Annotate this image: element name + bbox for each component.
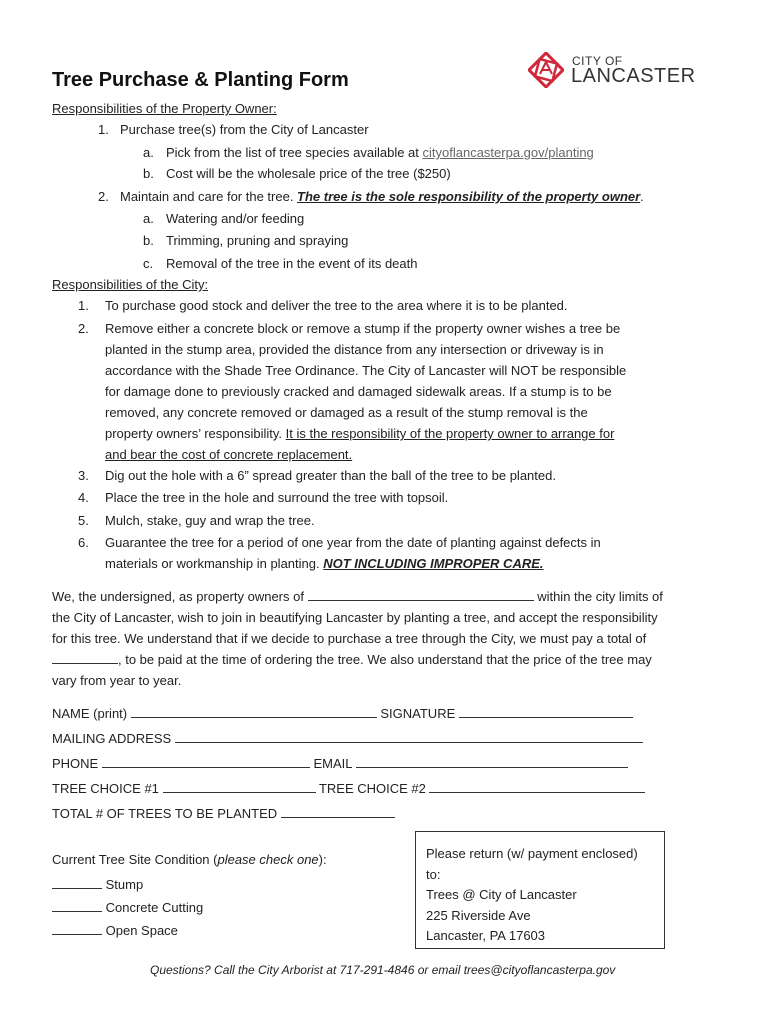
city-item-5-num: 5. [78, 513, 89, 528]
city-item-2-line-2: planted in the stump area, provided the distance from any intersection or driveway is in [105, 342, 604, 357]
planting-link[interactable]: cityoflancasterpa.gov/planting [422, 145, 594, 160]
city-item-2-line-7: and bear the cost of concrete replacement. [105, 447, 353, 462]
return-line-4: 225 Riverside Ave [426, 907, 531, 923]
city-item-6-emphasis: NOT INCLUDING IMPROPER CARE. [323, 556, 544, 571]
owner-item-2-text: Maintain and care for the tree. [120, 189, 298, 204]
phone-label: PHONE [52, 756, 99, 771]
address-label: MAILING ADDRESS [52, 731, 172, 746]
agreement-text-3: , to be paid at the time of ordering the tree. We also understand that the price of the tree may vary from year to year. [52, 652, 652, 688]
city-item-2-line-6-underlined: It is the responsibility of the property owner to arrange for [285, 426, 615, 441]
site-option-stump [52, 876, 143, 893]
phone-email-row [52, 755, 628, 772]
concrete-label: Concrete Cutting [105, 900, 204, 915]
logo-lancaster: LANCASTER [571, 65, 696, 87]
stump-check-blank[interactable] [52, 876, 102, 889]
open-space-check-blank[interactable] [52, 922, 102, 935]
stump-label: Stump [105, 877, 144, 892]
return-address-box [415, 831, 665, 949]
tree-choice-2-label: TREE CHOICE #2 [318, 781, 426, 796]
return-line-1: Please return (w/ payment enclosed) [426, 846, 638, 861]
logo-city-of: CITY OF [572, 54, 623, 68]
owner-item-2-emphasis: The tree is the sole responsibility of the property owner [297, 189, 641, 204]
total-amount-blank[interactable] [52, 651, 118, 664]
owner-item-2 [120, 189, 644, 205]
site-option-concrete [52, 899, 203, 916]
site-heading-text: Current Tree Site Condition ( [52, 852, 218, 867]
total-trees-row [52, 805, 395, 822]
city-item-3: Dig out the hole with a 6” spread greater than the ball of the tree to be planted. [105, 468, 556, 483]
owner-item-2c: Removal of the tree in the event of its death [166, 256, 418, 271]
city-item-2-line-3: accordance with the Shade Tree Ordinance. The City of Lancaster will NOT be responsible [105, 363, 627, 378]
tree-choice-1-label: TREE CHOICE #1 [52, 781, 159, 796]
city-heading: Responsibilities of the City: [52, 277, 209, 292]
agreement-text-2: within the city limits of the City of Lancaster, wish to join in beautifying Lancaster by planting a tree, and accept the responsibility for this tree. We understand that if we decide to purchase a tree through the City, we must pay a total of [52, 589, 663, 646]
owner-item-1: Purchase tree(s) from the City of Lancaster [120, 122, 369, 137]
city-item-6-num: 6. [78, 535, 89, 550]
signature-field[interactable] [459, 705, 633, 718]
city-item-2-num: 2. [78, 321, 89, 336]
return-line-5: Lancaster, PA 17603 [426, 928, 546, 943]
address-row [52, 730, 643, 747]
tree-choice-row [52, 780, 645, 797]
email-label: EMAIL [313, 756, 353, 771]
tree-choice-1-field[interactable] [163, 780, 316, 793]
city-logo [528, 52, 698, 92]
city-item-3-num: 3. [78, 468, 89, 483]
owner-item-2b-letter: b. [143, 233, 154, 248]
email-field[interactable] [356, 755, 628, 768]
site-option-open-space [52, 922, 178, 939]
city-item-6-line-1: Guarantee the tree for a period of one year from the date of planting against defects in [105, 535, 601, 550]
name-label: NAME (print) [52, 706, 128, 721]
city-item-2-line-6-text: property owners’ responsibility. [105, 426, 286, 441]
signature-label: SIGNATURE [380, 706, 456, 721]
name-signature-row [52, 705, 633, 722]
site-condition-heading [52, 852, 327, 868]
city-item-2-line-4: for damage done to previously cracked and damaged sidewalk areas. If a stump is to be [105, 384, 612, 399]
agreement-paragraph [52, 586, 672, 691]
owner-item-2a: Watering and/or feeding [166, 211, 305, 226]
site-heading-italic: please check one [217, 852, 319, 867]
footer-contact: Questions? Call the City Arborist at 717-291-4846 or email trees@cityoflancasterpa.gov [150, 963, 616, 977]
city-item-1: To purchase good stock and deliver the tree to the area where it is to be planted. [105, 298, 568, 313]
property-address-blank[interactable] [308, 588, 534, 601]
owner-item-1a-text: Pick from the list of tree species available at [166, 145, 423, 160]
owner-heading: Responsibilities of the Property Owner: [52, 101, 277, 116]
owner-item-2c-letter: c. [143, 256, 154, 271]
concrete-check-blank[interactable] [52, 899, 102, 912]
owner-item-1-num: 1. [98, 122, 109, 137]
return-line-3: Trees @ City of Lancaster [426, 887, 577, 902]
owner-item-1b: Cost will be the wholesale price of the tree ($250) [166, 166, 451, 181]
owner-item-1b-letter: b. [143, 166, 154, 181]
city-item-2-line-1: Remove either a concrete block or remove a stump if the property owner wishes a tree be [105, 321, 621, 336]
city-item-2-line-6 [105, 426, 614, 442]
owner-item-2-num: 2. [98, 189, 109, 204]
page-title: Tree Purchase & Planting Form [52, 69, 349, 91]
total-trees-label: TOTAL # OF TREES TO BE PLANTED [52, 806, 278, 821]
owner-item-1a-letter: a. [143, 145, 154, 160]
city-item-4: Place the tree in the hole and surround the tree with topsoil. [105, 490, 449, 505]
city-item-6-line-2 [105, 556, 544, 572]
address-field[interactable] [175, 730, 643, 743]
city-seal-icon [528, 52, 564, 88]
open-space-label: Open Space [105, 923, 178, 938]
name-field[interactable] [131, 705, 377, 718]
total-trees-field[interactable] [281, 805, 395, 818]
tree-choice-2-field[interactable] [429, 780, 645, 793]
city-item-4-num: 4. [78, 490, 89, 505]
owner-item-2b: Trimming, pruning and spraying [166, 233, 349, 248]
owner-item-2-end: . [640, 189, 644, 204]
agreement-text-1: We, the undersigned, as property owners of [52, 589, 308, 604]
city-item-1-num: 1. [78, 298, 89, 313]
phone-field[interactable] [102, 755, 310, 768]
site-heading-end: ): [318, 852, 327, 867]
owner-item-1a [166, 145, 594, 161]
city-item-5: Mulch, stake, guy and wrap the tree. [105, 513, 315, 528]
city-item-2-line-5: removed, any concrete removed or damaged as a result of the stump removal is the [105, 405, 588, 420]
return-line-2: to: [426, 866, 441, 882]
city-item-6-line-2-text: materials or workmanship in planting. [105, 556, 324, 571]
owner-item-2a-letter: a. [143, 211, 154, 226]
